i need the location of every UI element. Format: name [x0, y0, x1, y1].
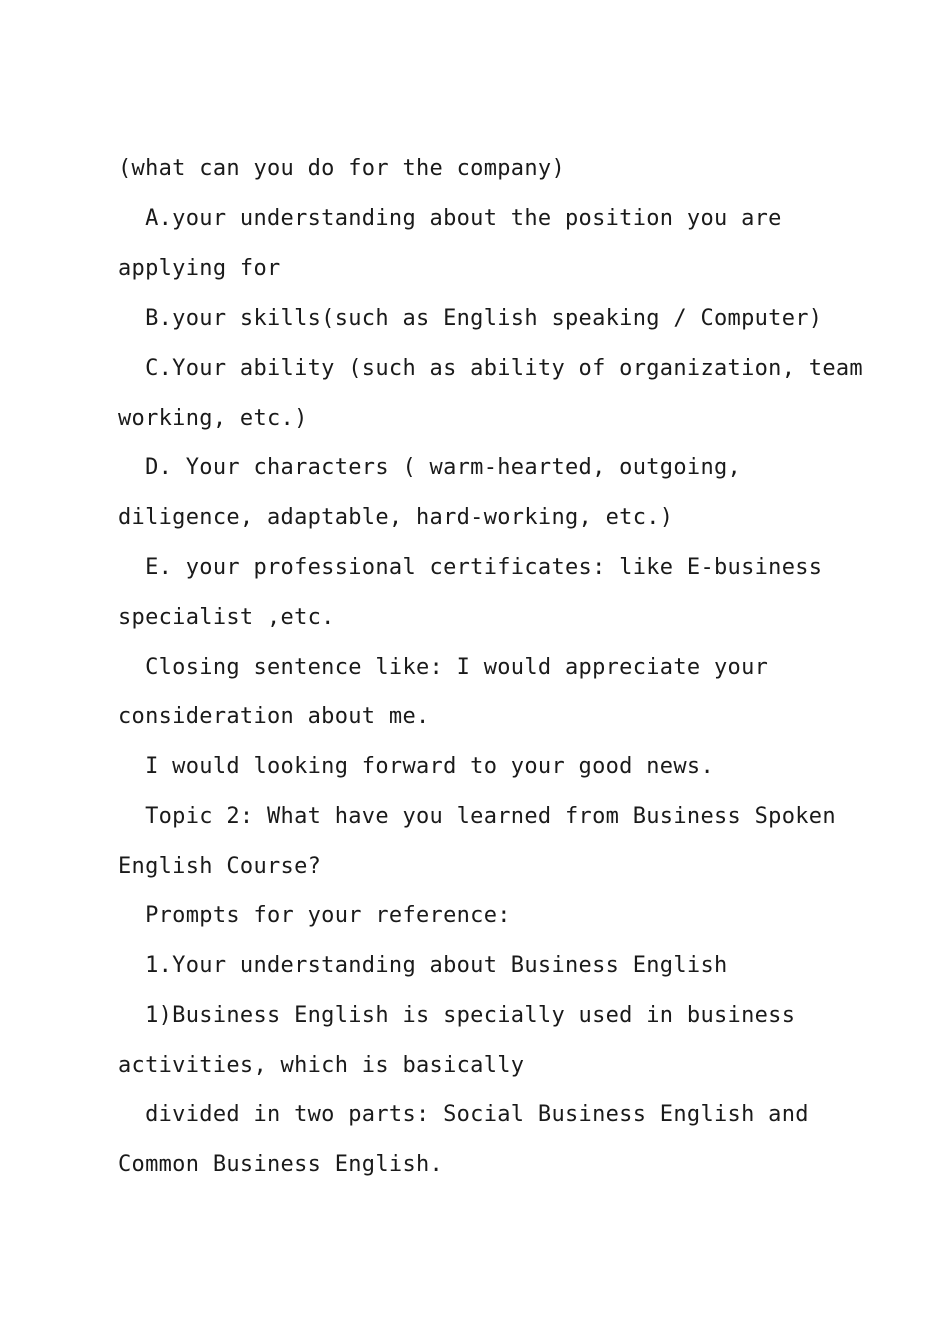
text-line: consideration about me.: [118, 704, 430, 729]
text-line: applying for: [118, 256, 281, 281]
text-line: Closing sentence like: I would appreciate your: [118, 655, 769, 680]
text-line: 1.Your understanding about Business English: [118, 953, 728, 978]
text-line: specialist ,etc.: [118, 605, 335, 630]
text-line: 1)Business English is specially used in business: [118, 1003, 796, 1028]
text-line: Topic 2: What have you learned from Business Spoken: [118, 804, 836, 829]
text-line: A.your understanding about the position you are: [118, 206, 782, 231]
text-line: working, etc.): [118, 406, 308, 431]
text-line: D. Your characters ( warm-hearted, outgoing,: [118, 455, 742, 480]
text-line: B.your skills(such as English speaking / Computer): [118, 306, 823, 331]
text-line: C.Your ability (such as ability of organization, team: [118, 356, 863, 381]
text-line: divided in two parts: Social Business English and: [118, 1102, 809, 1127]
text-line: diligence, adaptable, hard-working, etc.): [118, 505, 674, 530]
text-line: I would looking forward to your good news.: [118, 754, 714, 779]
text-line: English Course?: [118, 854, 322, 879]
text-line: activities, which is basically: [118, 1053, 525, 1078]
text-line: E. your professional certificates: like E-business: [118, 555, 823, 580]
text-line: Common Business English.: [118, 1152, 444, 1177]
text-line: (what can you do for the company): [118, 156, 565, 181]
text-line: Prompts for your reference:: [118, 903, 511, 928]
